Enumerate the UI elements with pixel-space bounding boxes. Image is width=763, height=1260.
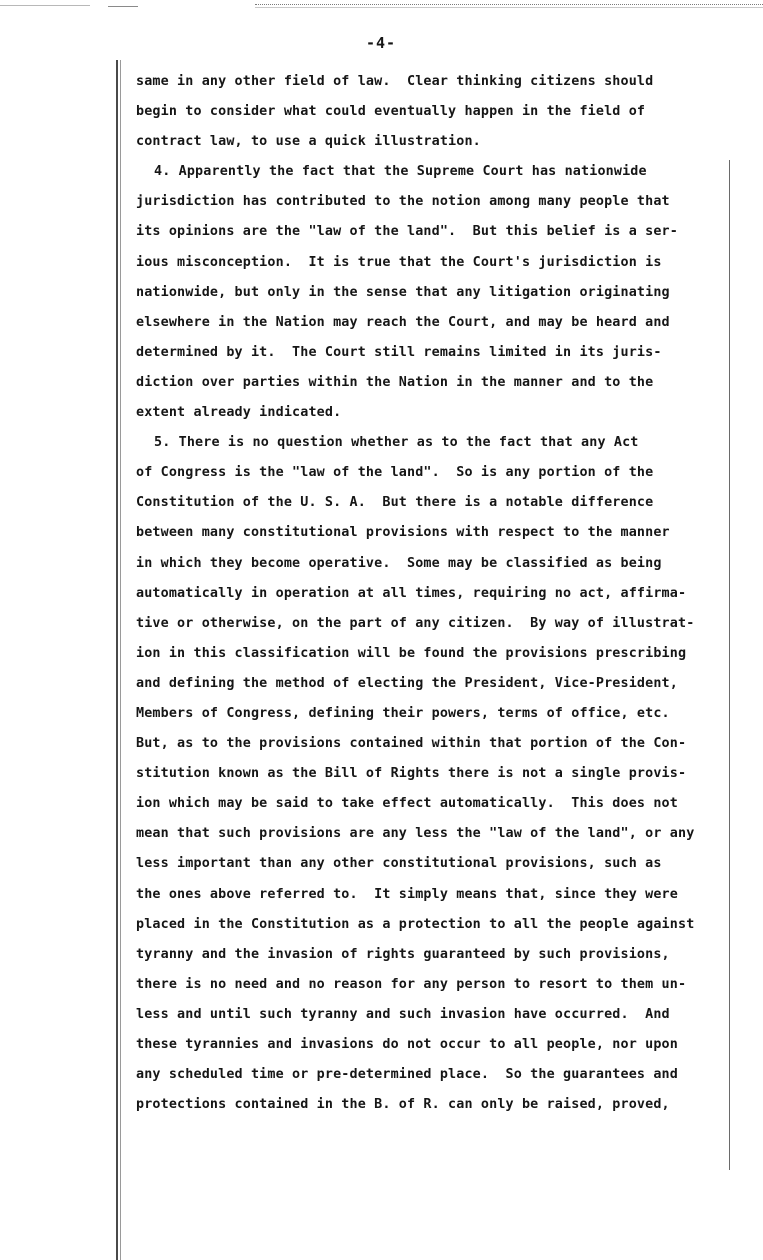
text-line: elsewhere in the Nation may reach the Court, and may be heard and (136, 314, 670, 330)
text-line: the ones above referred to. It simply means that, since they were (136, 886, 678, 902)
text-line: tyranny and the invasion of rights guaranteed by such provisions, (136, 946, 670, 962)
text-line: placed in the Constitution as a protection to all the people against (136, 916, 695, 932)
text-line: ion in this classification will be found the provisions prescribing (136, 645, 687, 661)
text-line: and defining the method of electing the President, Vice-President, (136, 675, 678, 691)
text-line: begin to consider what could eventually happen in the field of (136, 104, 646, 120)
text-line: protections contained in the B. of R. can only be raised, proved, (136, 1097, 670, 1113)
text-line: less and until such tyranny and such invasion have occurred. And (136, 1006, 670, 1022)
text-line: But, as to the provisions contained within that portion of the Con- (136, 736, 687, 752)
text-line: jurisdiction has contributed to the notion among many people that (136, 194, 670, 210)
body-text (136, 67, 756, 1120)
text-line: these tyrannies and invasions do not occur to all people, nor upon (136, 1037, 678, 1052)
binding-edge (116, 60, 118, 1260)
text-line: contract law, to use a quick illustration. (136, 134, 481, 150)
text-line: ious misconception. It is true that the Court's jurisdiction is (136, 254, 662, 270)
text-line: any scheduled time or pre-determined place. So the guarantees and (136, 1067, 678, 1083)
text-line: determined by it. The Court still remains limited in its juris- (136, 344, 662, 360)
text-line: there is no need and no reason for any person to resort to them un- (136, 976, 687, 992)
text-line: less important than any other constitutional provisions, such as (136, 856, 662, 872)
text-line: same in any other field of law. Clear thinking citizens should (136, 74, 654, 89)
scan-artifact-rule (255, 4, 763, 5)
text-line: Members of Congress, defining their powers, terms of office, etc. (136, 705, 670, 721)
text-line: mean that such provisions are any less the "law of the land", or any (136, 826, 695, 842)
page-number: -4- (366, 34, 397, 52)
scan-artifact-rule (108, 6, 138, 7)
scan-artifact-rule (0, 5, 90, 6)
text-line: Constitution of the U. S. A. But there is a notable difference (136, 495, 654, 511)
text-line: stitution known as the Bill of Rights there is not a single provis- (136, 766, 687, 782)
text-line: ion which may be said to take effect automatically. This does not (136, 796, 678, 812)
binding-edge (120, 60, 121, 1260)
text-line: its opinions are the "law of the land". But this belief is a ser- (136, 224, 678, 240)
text-line: 5. There is no question whether as to the fact that any Act (154, 435, 639, 451)
text-line: 4. Apparently the fact that the Supreme Court has nationwide (154, 164, 647, 180)
text-line: between many constitutional provisions with respect to the manner (136, 525, 670, 541)
text-line: diction over parties within the Nation in the manner and to the (136, 374, 654, 390)
text-line: automatically in operation at all times, requiring no act, affirma- (136, 585, 687, 601)
text-line: tive or otherwise, on the part of any citizen. By way of illustrat- (136, 615, 695, 631)
text-line: in which they become operative. Some may be classified as being (136, 555, 662, 571)
scan-artifact-rule (255, 7, 763, 8)
text-line: extent already indicated. (136, 405, 342, 421)
text-line: of Congress is the "law of the land". So is any portion of the (136, 465, 654, 481)
text-line: nationwide, but only in the sense that any litigation originating (136, 284, 670, 300)
